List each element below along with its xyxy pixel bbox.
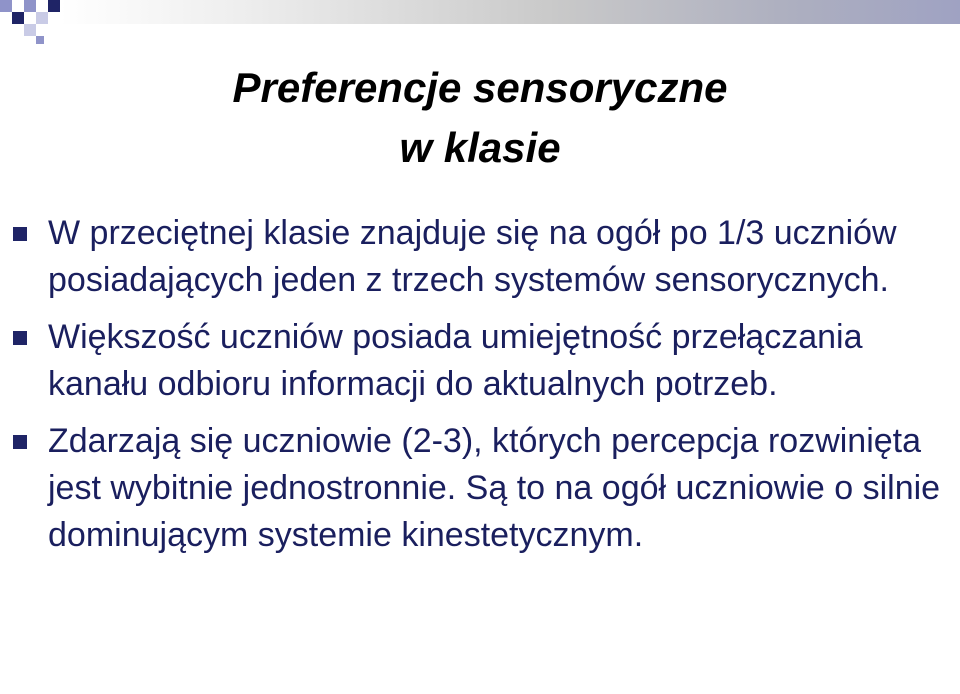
decor-square xyxy=(36,36,44,44)
bullet-item xyxy=(0,418,960,559)
decor-square xyxy=(36,12,48,24)
bullet-item xyxy=(0,314,960,408)
decor-square xyxy=(24,24,36,36)
decor-square xyxy=(48,0,60,12)
square-bullet-icon xyxy=(13,331,27,345)
header-gradient-bar xyxy=(60,0,960,24)
bullet-item xyxy=(0,210,960,304)
decor-square xyxy=(0,0,12,12)
decor-square xyxy=(12,12,24,24)
title-line-1: Preferencje sensoryczne xyxy=(232,64,728,111)
square-bullet-icon xyxy=(13,227,27,241)
decor-square xyxy=(24,0,36,12)
bullet-text: W przeciętnej klasie znajduje się na ogół po 1/3 uczniów posiadających jeden z trzech systemów sensorycznych. xyxy=(48,214,897,299)
bullet-list xyxy=(0,210,960,569)
bullet-text: Zdarzają się uczniowie (2-3), których percepcja rozwinięta jest wybitnie jednostronnie. Są to na ogół uczniowie o silnie dominującym systemie kinestetycznym. xyxy=(48,422,941,554)
bullet-text: Większość uczniów posiada umiejętność przełączania kanału odbioru informacji do aktualnych potrzeb. xyxy=(48,318,863,403)
title-line-2: w klasie xyxy=(399,124,561,171)
square-bullet-icon xyxy=(13,435,27,449)
slide-title xyxy=(0,58,960,178)
